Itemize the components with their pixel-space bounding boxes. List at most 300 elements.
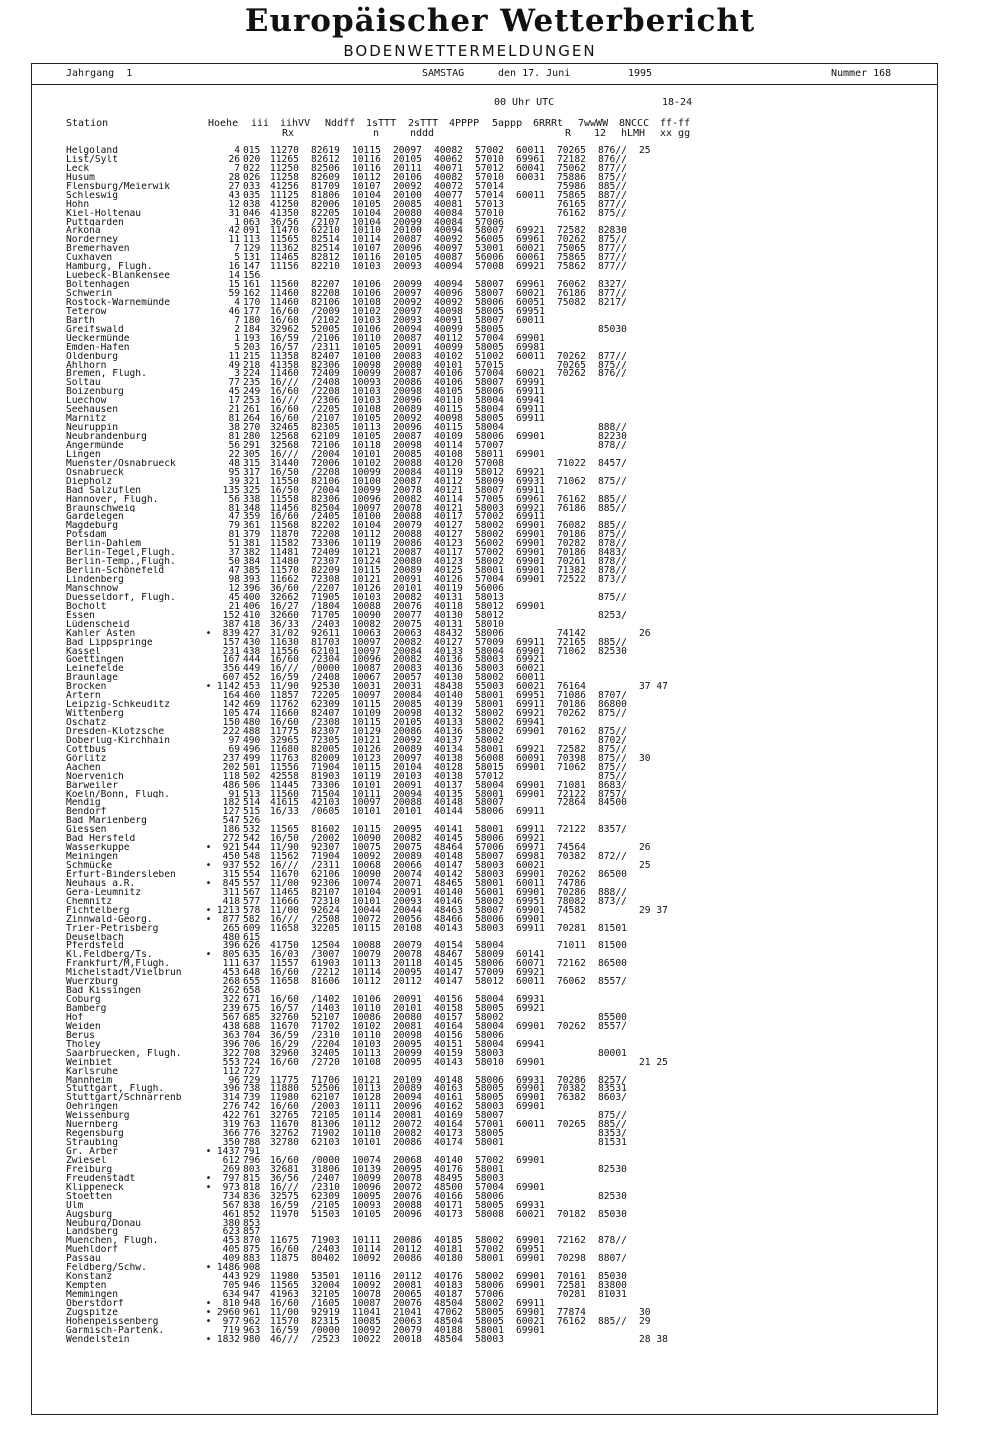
group-6rrrt: 60011 <box>516 976 545 988</box>
group-5appp: 57009 <box>475 967 504 979</box>
group-4pppp: 40091 <box>434 314 463 326</box>
group-ff <box>639 924 679 933</box>
group-4pppp: 40112 <box>434 475 463 487</box>
group-6rrrt <box>516 209 557 218</box>
group-4pppp: 48466 <box>434 913 463 925</box>
mountain-marker <box>204 1236 213 1245</box>
station-name: Doberlug-Kirchhain <box>66 735 170 745</box>
group-ff: 28 38 <box>639 1333 668 1345</box>
station-index: 582 <box>243 913 261 925</box>
mountain-marker <box>204 1129 213 1138</box>
group-ff <box>639 1290 679 1299</box>
group-4pppp: 40120 <box>434 457 463 469</box>
group-1sttt: 10079 <box>352 949 381 961</box>
group-8nccc: 888// <box>598 422 627 434</box>
group-4pppp: 40148 <box>434 1074 463 1086</box>
group-8nccc: 877// <box>598 162 627 174</box>
station-name: Manschnow <box>66 583 118 593</box>
station-index: 338 <box>243 493 261 505</box>
group-2sttt: 20078 <box>393 949 422 961</box>
station-height: 719 <box>222 1324 240 1336</box>
group-5appp: 58007 <box>475 851 504 863</box>
mountain-marker <box>204 1227 213 1236</box>
mountain-marker <box>204 772 213 781</box>
group-iihvv: 36/33 <box>270 618 299 630</box>
station-name: Mendig <box>66 798 101 808</box>
station-height: 366 <box>222 1128 240 1140</box>
group-2sttt: 20096 <box>393 1208 422 1220</box>
group-2sttt: 20095 <box>393 967 422 979</box>
group-nddff: 82504 <box>311 502 340 514</box>
group-1sttt: 10104 <box>352 189 381 201</box>
group-nddff: 82306 <box>311 493 340 505</box>
group-8nccc: 877// <box>598 288 627 299</box>
group-iihvv: 32760 <box>270 1011 299 1023</box>
station-height: 127 <box>222 806 240 818</box>
group-7wwww <box>557 1058 598 1067</box>
station-index: 980 <box>243 1333 261 1345</box>
mountain-marker <box>204 557 213 566</box>
station-name: Wittenberg <box>66 709 124 718</box>
group-7wwww: 70262 <box>557 350 586 362</box>
group-6rrrt: 60021 <box>516 243 545 255</box>
station-index: 418 <box>243 618 261 630</box>
group-1sttt: 10106 <box>352 288 381 299</box>
group-iihvv: 11870 <box>270 529 299 541</box>
station-name: Braunschweig <box>66 503 136 513</box>
group-6rrrt <box>516 933 557 942</box>
station-index: 359 <box>243 511 261 523</box>
group-2sttt: 20078 <box>393 502 422 514</box>
station-index: 438 <box>243 645 261 657</box>
group-4pppp: 40118 <box>434 600 463 612</box>
group-iihvv: 16/// <box>270 860 299 871</box>
col-iii: iii <box>251 118 270 129</box>
group-6rrrt <box>516 200 557 209</box>
group-1sttt: 10022 <box>352 1333 381 1345</box>
group-2sttt: 20105 <box>393 153 422 165</box>
group-6rrrt: 69901 <box>516 761 545 773</box>
group-iihvv: 11570 <box>270 1315 299 1327</box>
group-4pppp: 40099 <box>434 341 463 353</box>
group-7wwww <box>557 1129 598 1138</box>
mountain-marker <box>204 200 213 209</box>
group-5appp <box>475 1219 516 1228</box>
group-nddff: 31806 <box>311 1163 340 1175</box>
group-iihvv: 16/60 <box>270 967 299 979</box>
group-6rrrt: 69961 <box>516 279 545 291</box>
group-2sttt <box>393 1219 434 1228</box>
group-2sttt: 20084 <box>393 645 422 657</box>
group-5appp: 58001 <box>475 565 504 577</box>
group-iihvv: 31/02 <box>270 627 299 639</box>
divider <box>31 84 938 85</box>
group-8nccc: 82530 <box>598 1163 627 1175</box>
group-7wwww: 74786 <box>557 877 586 889</box>
group-iihvv: 11562 <box>270 851 299 863</box>
group-ff <box>639 772 679 781</box>
group-iihvv: 41615 <box>270 797 299 809</box>
station-index: 400 <box>243 591 261 603</box>
group-iihvv: 11775 <box>270 1074 299 1086</box>
group-2sttt: 20084 <box>393 690 422 702</box>
station-index: 791 <box>243 1146 261 1157</box>
group-7wwww: 72122 <box>557 788 586 800</box>
group-7wwww: 76082 <box>557 520 586 532</box>
station-name: Deuselbach <box>66 932 124 942</box>
group-4pppp: 40125 <box>434 565 463 577</box>
group-1sttt: 10098 <box>352 359 381 371</box>
group-5appp: 58001 <box>475 743 504 755</box>
station-name: Berus <box>66 1030 95 1040</box>
station-height: 46 <box>228 305 240 317</box>
group-1sttt: 10102 <box>352 457 381 469</box>
group-4pppp: 40147 <box>434 860 463 871</box>
group-iihvv: 11670 <box>270 1119 299 1131</box>
group-ff <box>639 316 679 325</box>
group-ff <box>639 1147 679 1156</box>
group-7wwww: 70286 <box>557 886 586 898</box>
group-2sttt: 20063 <box>393 1315 422 1327</box>
date: den 17. Juni <box>498 68 571 79</box>
station-name: Magdeburg <box>66 521 118 531</box>
group-7wwww: 70186 <box>557 699 586 711</box>
group-1sttt: 10100 <box>352 511 381 523</box>
group-8nccc: 875// <box>598 743 627 755</box>
group-2sttt: 20087 <box>393 234 422 246</box>
station-index: 515 <box>243 806 261 818</box>
group-nddff: 82407 <box>311 708 340 720</box>
group-4pppp: 48504 <box>434 1297 463 1309</box>
group-7wwww <box>557 396 598 405</box>
group-ff: 37 47 <box>639 681 668 693</box>
mountain-marker: • <box>205 1262 212 1274</box>
mountain-marker <box>204 1022 213 1031</box>
group-5appp: 58004 <box>475 1038 504 1050</box>
station-name: Berlin-Dahlem <box>66 539 142 549</box>
group-2sttt: 20081 <box>393 1110 422 1122</box>
issue-number: Nummer 168 <box>831 68 892 79</box>
group-iihvv: 11565 <box>270 824 299 836</box>
group-iihvv: 11460 <box>270 368 299 380</box>
group-5appp: 57009 <box>475 636 504 648</box>
group-ff <box>639 959 679 968</box>
group-iihvv: 11460 <box>270 288 299 299</box>
group-1sttt: 10090 <box>352 609 381 621</box>
group-7wwww <box>557 593 598 602</box>
station-index: 963 <box>243 1324 261 1336</box>
station-height: 422 <box>222 1110 240 1122</box>
group-7wwww <box>557 1183 598 1192</box>
mountain-marker <box>204 173 213 182</box>
station-table <box>66 146 936 1344</box>
group-6rrrt: 69901 <box>516 448 545 460</box>
group-4pppp: 40147 <box>434 967 463 979</box>
mountain-marker <box>204 736 213 745</box>
station-height: 28 <box>228 171 240 183</box>
group-2sttt: 20094 <box>393 788 422 800</box>
group-6rrrt: 60021 <box>516 860 545 871</box>
group-6rrrt: 60071 <box>516 958 545 970</box>
group-ff <box>639 655 679 664</box>
group-7wwww: 72165 <box>557 636 586 648</box>
mountain-marker <box>204 325 213 334</box>
group-1sttt: 10097 <box>352 690 381 702</box>
group-2sttt: 20103 <box>393 770 422 782</box>
group-7wwww: 76382 <box>557 1092 586 1104</box>
group-2sttt: 20076 <box>393 1297 422 1309</box>
group-ff <box>639 986 679 995</box>
group-8nccc: 82530 <box>598 645 627 657</box>
group-5appp: 51002 <box>475 350 504 362</box>
time-range: 18-24 <box>662 97 693 108</box>
group-6rrrt: 60011 <box>516 314 545 326</box>
station-index: 908 <box>243 1262 261 1274</box>
group-1sttt: 10115 <box>352 761 381 773</box>
group-2sttt: 20081 <box>393 1280 422 1292</box>
group-4pppp: 40126 <box>434 574 463 585</box>
station-height: 237 <box>222 752 240 764</box>
group-2sttt: 20078 <box>393 484 422 496</box>
group-1sttt: 10105 <box>352 198 381 210</box>
group-nddff: 61903 <box>311 958 340 970</box>
station-height: 797 <box>222 1172 240 1184</box>
group-iihvv: 11670 <box>270 1020 299 1032</box>
group-iihvv: 16/50 <box>270 833 299 845</box>
group-8nccc: 878// <box>598 1235 627 1247</box>
group-8nccc: 83531 <box>598 1083 627 1095</box>
group-7wwww <box>557 307 598 316</box>
group-iihvv: 11857 <box>270 690 299 702</box>
station-height: 11 <box>228 234 240 246</box>
station-index: 776 <box>243 1128 261 1140</box>
group-4pppp: 40154 <box>434 940 463 952</box>
station-name: Bad Lippspringe <box>66 637 153 647</box>
group-ff <box>639 378 679 387</box>
station-name: Neubrandenburg <box>66 432 147 441</box>
group-7wwww: 76165 <box>557 198 586 210</box>
group-nddff: 82307 <box>311 725 340 737</box>
station-height: 319 <box>222 1119 240 1131</box>
group-4pppp: 40157 <box>434 1011 463 1023</box>
group-5appp: 58003 <box>475 860 504 871</box>
group-4pppp: 40156 <box>434 994 463 1006</box>
group-1sttt: 10121 <box>352 547 381 559</box>
group-6rrrt: 60011 <box>516 350 545 362</box>
group-1sttt: 10114 <box>352 234 381 246</box>
group-ff <box>639 1004 679 1013</box>
station-height: 977 <box>222 1315 240 1327</box>
group-4pppp: 40121 <box>434 502 463 514</box>
mountain-marker <box>204 647 213 656</box>
station-index: 526 <box>243 815 261 827</box>
group-5appp: 58006 <box>475 958 504 970</box>
group-5appp: 57004 <box>475 368 504 380</box>
group-4pppp: 40176 <box>434 1271 463 1283</box>
mountain-marker <box>204 1031 213 1040</box>
station-height: 418 <box>222 895 240 907</box>
group-2sttt: 20099 <box>393 1047 422 1059</box>
group-iihvv: 16/60 <box>270 404 299 416</box>
station-name: Kahler Asten <box>66 628 136 638</box>
group-nddff: /2208 <box>311 466 340 478</box>
group-ff <box>639 1102 679 1111</box>
group-iihvv: 32765 <box>270 1110 299 1122</box>
group-7wwww: 76186 <box>557 288 586 299</box>
group-6rrrt: 69981 <box>516 341 545 353</box>
group-5appp: 57004 <box>475 332 504 344</box>
group-6rrrt: 69911 <box>516 484 545 496</box>
station-name: Diepholz <box>66 476 113 486</box>
mountain-marker <box>204 1111 213 1120</box>
group-2sttt: 20097 <box>393 305 422 317</box>
group-2sttt: 20092 <box>393 180 422 192</box>
group-5appp: 58015 <box>475 761 504 773</box>
station-index: 488 <box>243 725 261 737</box>
group-7wwww: 70161 <box>557 1271 586 1283</box>
group-nddff: 82514 <box>311 234 340 246</box>
group-1sttt: 10110 <box>352 1029 381 1041</box>
group-8nccc <box>598 664 639 673</box>
group-2sttt: 20093 <box>393 895 422 907</box>
group-nddff: 72409 <box>311 547 340 559</box>
station-index: 567 <box>243 886 261 898</box>
group-4pppp: 40117 <box>434 511 463 523</box>
mountain-marker <box>204 307 213 316</box>
group-ff <box>639 504 679 513</box>
group-nddff: /1402 <box>311 994 340 1006</box>
group-nddff: 82514 <box>311 243 340 255</box>
group-4pppp: 48504 <box>434 1333 463 1345</box>
group-nddff: 92611 <box>311 627 340 639</box>
mountain-marker <box>204 1040 213 1049</box>
group-5appp: 58002 <box>475 529 504 541</box>
group-2sttt: 20091 <box>393 886 422 898</box>
group-iihvv: 11662 <box>270 574 299 585</box>
station-height: 105 <box>222 708 240 720</box>
group-1sttt: 10116 <box>352 153 381 165</box>
station-height: 16 <box>228 261 240 273</box>
group-7wwww <box>557 1049 598 1058</box>
group-iihvv: 11550 <box>270 475 299 487</box>
group-ff <box>639 1210 679 1219</box>
group-7wwww <box>557 584 598 593</box>
mountain-marker: • <box>205 913 212 925</box>
station-name: Berlin-Tegel,Flugh. <box>66 548 176 558</box>
group-nddff <box>311 1219 352 1228</box>
station-name: Boizenburg <box>66 387 124 397</box>
group-5appp: 58001 <box>475 690 504 702</box>
group-1sttt: 10068 <box>352 860 381 871</box>
group-7wwww: 75065 <box>557 243 586 255</box>
station-name: Luebeck-Blankensee <box>66 271 170 281</box>
group-2sttt: 20087 <box>393 547 422 559</box>
group-8nccc: 8457/ <box>598 457 627 469</box>
group-ff <box>639 226 679 235</box>
group-5appp: 58003 <box>475 1101 504 1113</box>
group-6rrrt: 69901 <box>516 725 545 737</box>
group-2sttt: 20078 <box>393 1172 422 1184</box>
mountain-marker <box>204 1156 213 1165</box>
group-1sttt: 10095 <box>352 1190 381 1202</box>
station-index: 727 <box>243 1065 261 1077</box>
group-5appp: 58005 <box>475 341 504 353</box>
group-ff <box>639 968 679 977</box>
mountain-marker <box>204 244 213 253</box>
station-index: 796 <box>243 1154 261 1166</box>
group-ff <box>639 781 679 790</box>
group-8nccc: 875// <box>598 1110 627 1122</box>
group-5appp: 58013 <box>475 591 504 603</box>
group-6rrrt: 60051 <box>516 296 545 308</box>
group-6rrrt: 60011 <box>516 145 545 156</box>
group-iihvv: 41256 <box>270 180 299 192</box>
group-8nccc: 878// <box>598 538 627 550</box>
group-4pppp: 40143 <box>434 1056 463 1068</box>
group-8nccc <box>598 620 639 629</box>
group-7wwww: 71022 <box>557 457 586 469</box>
table-row <box>66 924 936 933</box>
table-row <box>66 1138 936 1147</box>
group-7wwww: 75865 <box>557 189 586 201</box>
group-8nccc: 873// <box>598 574 627 585</box>
station-name: Wendelstein <box>66 1334 130 1344</box>
station-name: Pferdsfeld <box>66 941 124 951</box>
station-index: 577 <box>243 895 261 907</box>
group-5appp: 58007 <box>475 904 504 916</box>
group-5appp: 57012 <box>475 162 504 174</box>
group-2sttt: 20086 <box>393 1253 422 1265</box>
group-ff <box>639 647 679 656</box>
station-height: 50 <box>228 556 240 568</box>
group-8nccc <box>598 1219 639 1228</box>
mountain-marker <box>204 1192 213 1201</box>
group-5appp: 57005 <box>475 493 504 505</box>
station-index: 706 <box>243 1038 261 1050</box>
group-8nccc: 85500 <box>598 1011 627 1023</box>
group-nddff: 52005 <box>311 323 340 335</box>
group-ff <box>639 325 679 334</box>
col-6rrrt: 6RRRt <box>533 118 564 129</box>
group-nddff: 81903 <box>311 770 340 782</box>
station-index: 460 <box>243 690 261 702</box>
group-ff: 25 <box>639 145 651 156</box>
group-nddff: /3007 <box>311 949 340 961</box>
station-height: 453 <box>222 1235 240 1247</box>
group-8nccc <box>598 807 639 816</box>
mountain-marker <box>204 548 213 557</box>
group-8nccc: 8557/ <box>598 976 627 988</box>
group-nddff: 82005 <box>311 743 340 755</box>
group-5appp: 58004 <box>475 645 504 657</box>
station-index: 675 <box>243 1003 261 1014</box>
group-ff <box>639 289 679 298</box>
station-height: 276 <box>222 1101 240 1113</box>
group-iihvv: 11560 <box>270 788 299 800</box>
group-2sttt: 20086 <box>393 1235 422 1247</box>
mountain-marker <box>204 1102 213 1111</box>
station-name: Oehringen <box>66 1102 118 1112</box>
group-nddff: 82207 <box>311 279 340 291</box>
station-index: 578 <box>243 904 261 916</box>
station-index: 453 <box>243 681 261 693</box>
group-iihvv: 11/00 <box>270 1306 299 1318</box>
station-height: 56 <box>228 439 240 451</box>
group-6rrrt: 69921 <box>516 743 545 755</box>
group-ff <box>639 512 679 521</box>
group-ff <box>639 548 679 557</box>
group-2sttt: 20096 <box>393 243 422 255</box>
